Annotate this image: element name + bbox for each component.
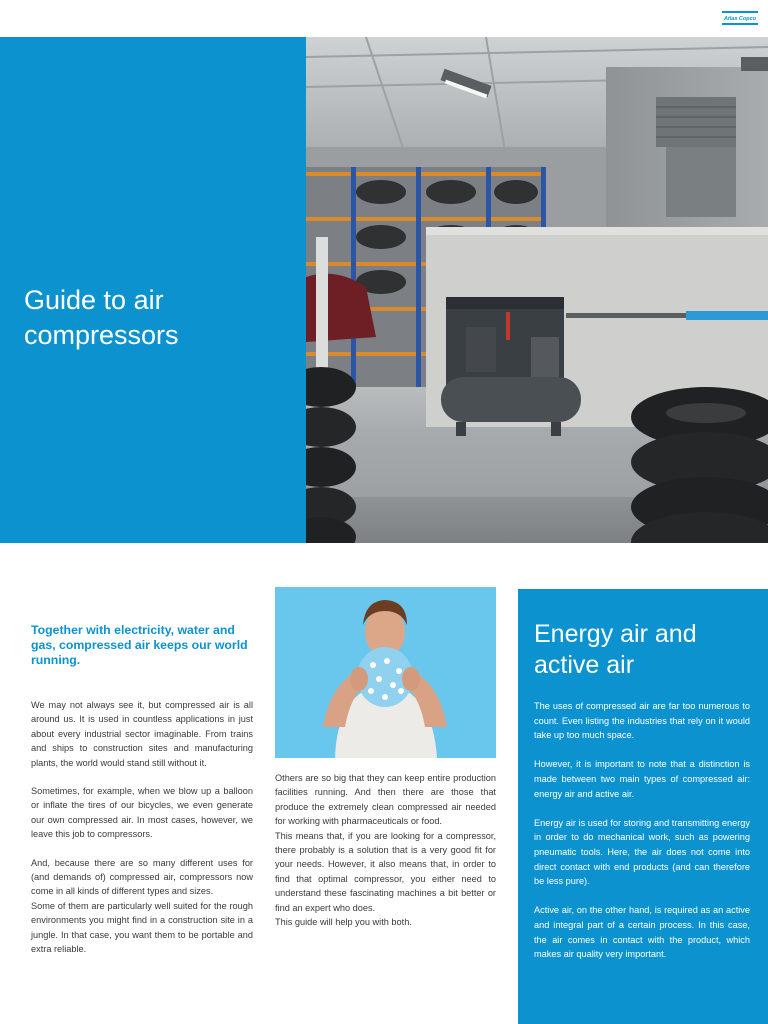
paragraph: Active air, on the other hand, is required as an active and integral part of a certain process. In this case, the air comes in contact with the product, which makes air quality very important.: [534, 905, 750, 960]
man-blowing-balloon-photo: [275, 587, 496, 758]
energy-section-title: Energy air and active air: [534, 620, 697, 679]
paragraph: Energy air is used for storing and transmitting energy in order to do mechanical work, such as powering pneumatic tools. Here, the air does not come into direct contact with end products (and can therefore be less pure).: [534, 817, 750, 887]
paragraph: This guide will help you with both.: [275, 917, 412, 928]
paragraph: This means that, if you are looking for a compressor, there probably is a solution that is a very good fit for your needs. However, it also means that, in order to find that optimal compressor, you either need to understand these fascinating machines a bit better or find an expert who does.: [275, 830, 496, 913]
page-title: Guide to air compressors: [24, 285, 179, 350]
energy-air-panel: [518, 589, 768, 1024]
hero-panel: [0, 37, 306, 543]
energy-section-text: [534, 699, 750, 976]
paragraph: Sometimes, for example, when we blow up a balloon or inflate the tires of our bicycles, we even generate our own compressed air. In most cases, however, we leave this job to compressors.: [31, 786, 253, 840]
intro-heading: Together with electricity, water and gas, compressed air keeps our world running.: [31, 623, 248, 667]
paragraph: Others are so big that they can keep entire production facilities running. And then there are those that produce the extremely clean compressed air needed for working with pharmaceuticals or food.: [275, 773, 496, 827]
paragraph: We may not always see it, but compressed air is all around us. It is used in countless applications in just about every industrial sector imaginable. From trains and ships to construction sites and manufacturing plants, the world would stand still without it.: [31, 700, 253, 768]
intro-column-1: [31, 698, 253, 957]
svg-text:Atlas Copco: Atlas Copco: [723, 16, 757, 22]
paragraph: And, because there are so many different uses for (and demands of) compressed air, compressors now come in all kinds of different types and sizes.: [31, 857, 253, 897]
atlas-copco-logo: [720, 8, 760, 28]
intro-column-2: [275, 771, 496, 929]
compressor-workshop-photo: [306, 37, 768, 543]
paragraph: Some of them are particularly well suited for the rough environments you might find in a construction site in a jungle. In that case, you want them to be portable and extra reliable.: [31, 900, 253, 955]
paragraph: However, it is important to note that a distinction is made between two main types of compressed air: energy air and active air.: [534, 759, 750, 799]
paragraph: The uses of compressed air are far too numerous to count. Even listing the industries that rely on it would take up too much space.: [534, 701, 750, 741]
